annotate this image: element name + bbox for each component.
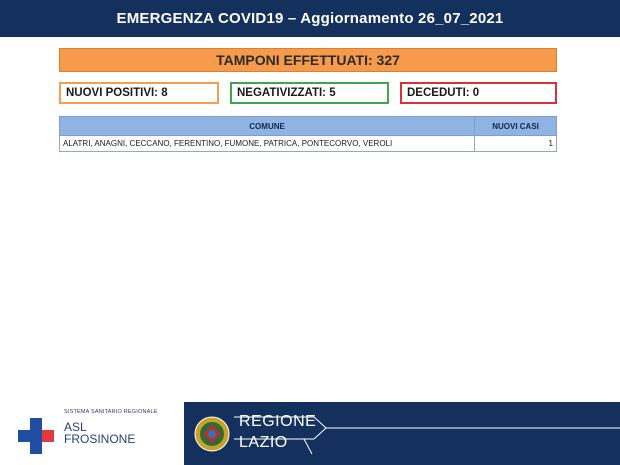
column-header-nuovi-casi: NUOVI CASI <box>475 117 557 136</box>
asl-name <box>64 421 135 445</box>
deceduti-label: DECEDUTI: 0 <box>407 87 480 99</box>
regione-lazio-banner <box>184 402 620 465</box>
cell-nuovi-casi: 1 <box>475 136 557 152</box>
tamponi-label: TAMPONI EFFETTUATI: 327 <box>216 52 400 68</box>
regione-lazio-emblem-icon <box>194 416 230 452</box>
page-header <box>0 0 620 37</box>
table-row <box>60 136 557 152</box>
asl-frosinone-logo <box>18 406 188 456</box>
page-title: EMERGENZA COVID19 – Aggiornamento 26_07_2021 <box>116 10 504 27</box>
nuovi-positivi-box <box>59 82 219 104</box>
regione-line-2: LAZIO <box>239 434 288 451</box>
asl-caption: SISTEMA SANITARIO REGIONALE <box>64 409 158 415</box>
cell-comune: ALATRI, ANAGNI, CECCANO, FERENTINO, FUMONE, PATRICA, PONTECORVO, VEROLI <box>60 136 475 152</box>
table-header-row <box>60 117 557 136</box>
negativizzati-label: NEGATIVIZZATI: 5 <box>237 87 336 99</box>
asl-line-2: FROSINONE <box>64 432 136 446</box>
cases-table <box>59 116 557 152</box>
regione-line-1: REGIONE <box>239 413 317 430</box>
deceduti-box <box>400 82 557 104</box>
column-header-comune: COMUNE <box>60 117 475 136</box>
asl-cross-logo-icon <box>18 418 54 454</box>
negativizzati-box <box>230 82 389 104</box>
nuovi-positivi-label: NUOVI POSITIVI: 8 <box>66 87 168 99</box>
asl-line-1: ASL <box>64 420 87 434</box>
tamponi-banner <box>59 48 557 72</box>
